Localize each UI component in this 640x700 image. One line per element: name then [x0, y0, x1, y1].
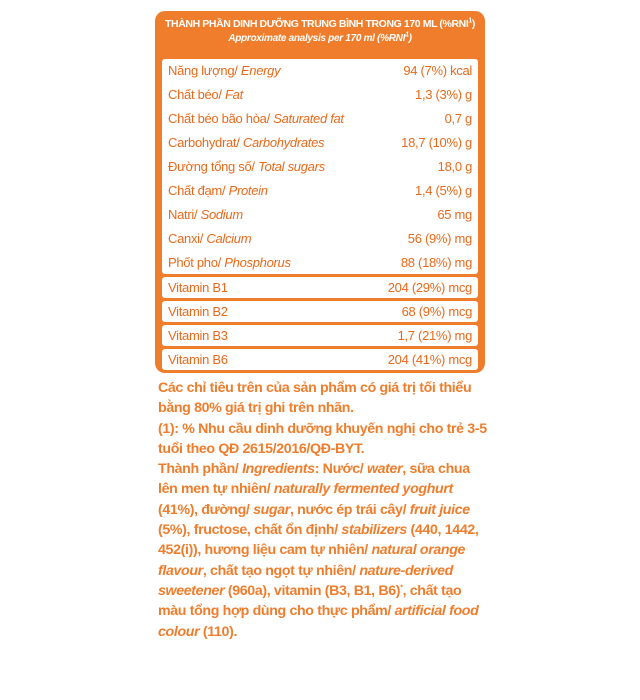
vitamin-row-b1: Vitamin B1 204 (29%) mcg [162, 277, 478, 298]
nutrient-row-protein: Chất đạm/ Protein 1,4 (5%) g [168, 182, 472, 198]
ingredients-text: Thành phần/ Ingredients: Nước/ water, sữa chua lên men tự nhiên/ naturally fermented yoghurt (41%), đường/ sugar, nước ép trái cây/ fruit juice (5%), fructose, chất ổn định/ stabilizers (440, 1442, 452(i)), hương liệu cam tự nhiên/ natural orange flavour, chất tạo ngọt tự nhiên/ nature-derived sweetener (960a), vitamin (B3, B1, B6)*, chất tạo màu tổng hợp dùng cho thực phẩm/ artificial food colour (110). [158, 461, 479, 640]
nutrient-row-calcium: Canxi/ Calcium 56 (9%) mg [168, 230, 472, 246]
nutrition-panel [155, 11, 485, 373]
nutrient-row-phosphorus: Phốt pho/ Phosphorus 88 (18%) mg [168, 254, 472, 270]
nutrient-row-sodium: Natri/ Sodium 65 mg [168, 206, 472, 222]
nutrient-row-total-sugars: Đường tổng số/ Total sugars 18,0 g [168, 159, 472, 175]
nutrient-row-carbohydrates: Carbohydrat/ Carbohydrates 18,7 (10%) g [168, 135, 472, 151]
nutrient-row-fat: Chất béo/ Fat 1,3 (3%) g [168, 87, 472, 103]
nutrient-row-saturated-fat: Chất béo bão hòa/ Saturated fat 0,7 g [168, 111, 472, 127]
vitamin-row-b2: Vitamin B2 68 (9%) mcg [162, 301, 478, 322]
label-notes [158, 378, 488, 642]
minimum-value-note: Các chỉ tiêu trên của sản phẩm có giá trị tối thiểu bằng 80% giá trị ghi trên nhãn. [158, 380, 472, 417]
rni-footnote: (1): % Nhu cầu dinh dưỡng khuyến nghị cho trẻ 3-5 tuổi theo QĐ 2615/2016/QĐ-BYT. [158, 420, 487, 457]
vitamin-row-b6: Vitamin B6 204 (41%) mcg [162, 349, 478, 370]
nutrient-row-energy: Năng lượng/ Energy 94 (7%) kcal [168, 63, 472, 79]
vitamin-row-b3: Vitamin B3 1,7 (21%) mg [162, 325, 478, 346]
nutrients-table [162, 59, 478, 274]
panel-title-en: Approximate analysis per 170 ml (%RNI$^1$) [228, 31, 412, 44]
panel-title-vi: THÀNH PHẦN DINH DƯỠNG TRUNG BÌNH TRONG 170 ML (%RNI$^1$) [165, 17, 475, 30]
